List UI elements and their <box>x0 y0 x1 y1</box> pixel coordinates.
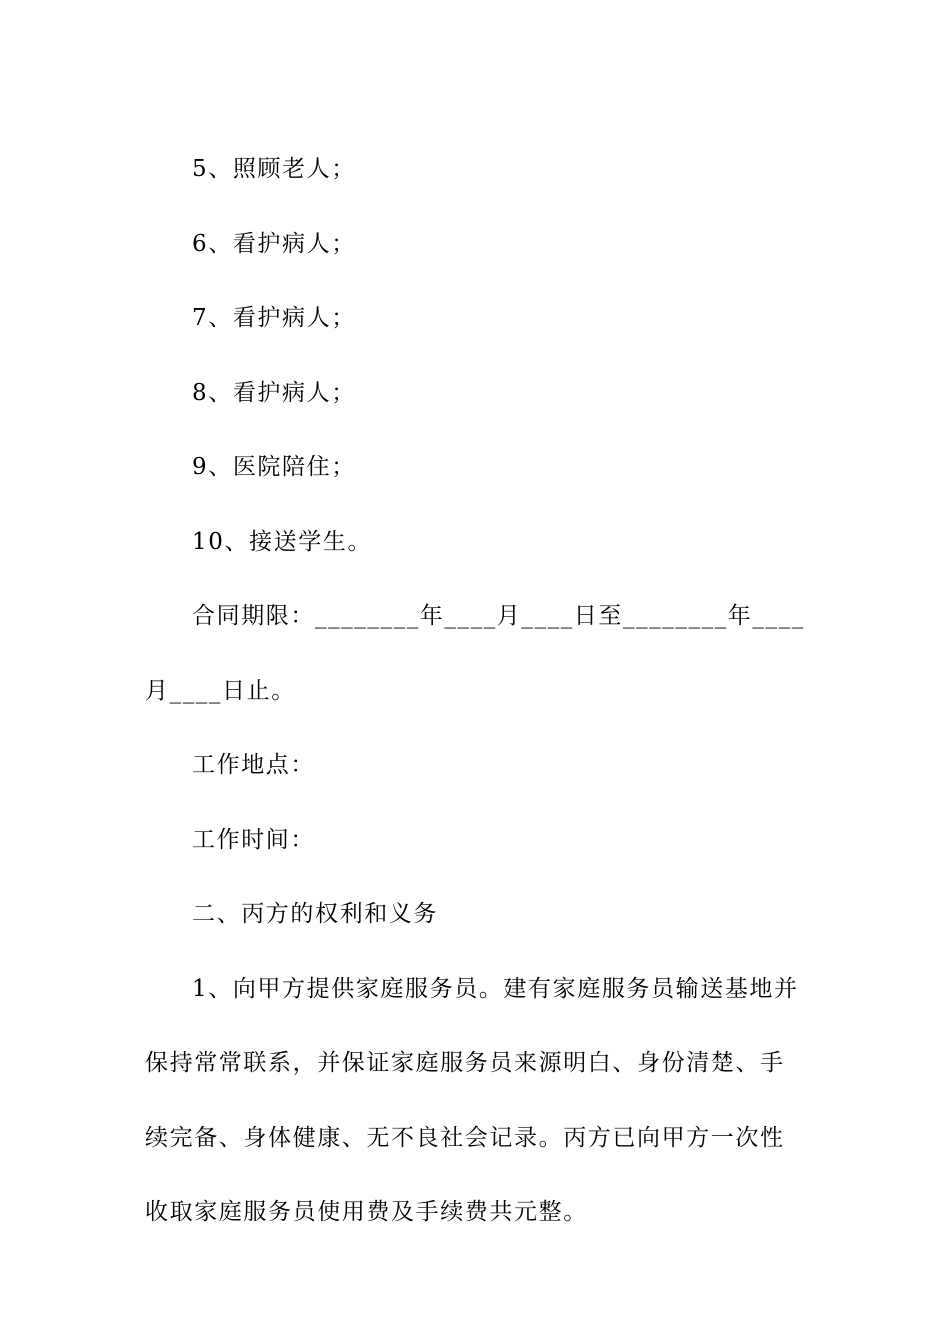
list-item-8: 8、看护病人； <box>192 379 356 406</box>
work-hours: 工作时间： <box>192 826 315 853</box>
list-item-7: 7、看护病人； <box>192 305 356 331</box>
list-item-5: 5、照顾老人； <box>192 156 356 182</box>
contract-term: 合同期限：________年____月____日至________年____月____日止。 <box>145 603 805 704</box>
section-heading: 二、丙方的权利和义务 <box>192 901 438 927</box>
list-item-6: 6、看护病人； <box>192 230 356 257</box>
list-item-9: 9、医院陪住； <box>192 454 356 480</box>
obligation-paragraph: 1、向甲方提供家庭服务员。建有家庭服务员输送基地并保持常常联系，并保证家庭服务员来源明白、身份清楚、手续完备、身体健康、无不良社会记录。丙方已向甲方一次性收取家庭服务员使用费及手续费共元整。 <box>145 975 799 1225</box>
document-body <box>145 132 807 1250</box>
list-item-10: 10、接送学生。 <box>192 528 373 555</box>
work-location: 工作地点： <box>192 752 315 778</box>
